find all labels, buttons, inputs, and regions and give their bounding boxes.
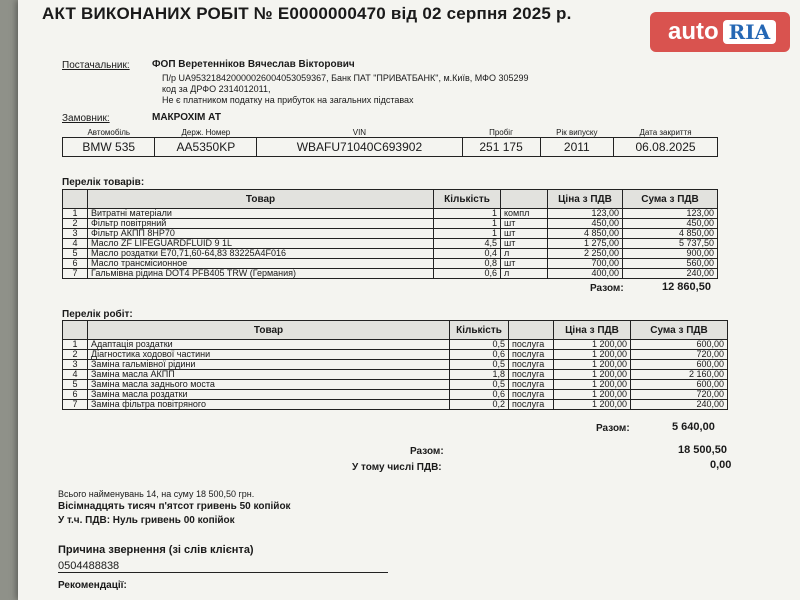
works-item-name-cell: Заміна фільтра повітряного (88, 400, 450, 410)
goods-heading: Перелік товарів: (62, 177, 145, 188)
goods-price-cell: 2 250,00 (548, 249, 623, 259)
works-table (62, 320, 728, 410)
works-qty-cell: 0,5 (450, 340, 509, 350)
works-qty-cell: 0,6 (450, 350, 509, 360)
goods-table (62, 189, 718, 279)
goods-num-cell: 1 (63, 209, 88, 219)
works-col-item: Товар (88, 321, 450, 340)
mileage-header: Пробіг (489, 128, 514, 137)
works-header-row (63, 321, 728, 340)
works-total-label: Разом: (596, 423, 630, 434)
works-col-qty: Кількість (450, 321, 509, 340)
vat-label: У тому числі ПДВ: (352, 462, 442, 473)
car-mileage: 251 175 (462, 138, 540, 157)
goods-num-cell: 3 (63, 229, 88, 239)
works-row (63, 350, 728, 360)
works-num-cell: 5 (63, 380, 88, 390)
goods-item-name-cell: Масло трансмісионное (88, 259, 434, 269)
reason-value: 0504488838 (58, 560, 388, 573)
works-sum-cell: 600,00 (631, 380, 728, 390)
supplier-tax-note: Не є платником податку на прибуток на загальних підставах (162, 95, 414, 105)
supplier-label: Постачальник: (62, 60, 130, 71)
goods-row (63, 239, 718, 249)
goods-header-row (63, 190, 718, 209)
goods-unit-cell: шт (501, 219, 548, 229)
recommendations-label: Рекомендації: (58, 580, 127, 591)
car-close-date: 06.08.2025 (614, 138, 718, 157)
goods-col-num (63, 190, 88, 209)
goods-sum-cell: 450,00 (623, 219, 718, 229)
works-num-cell: 4 (63, 370, 88, 380)
logo-text-ria: RIA (723, 20, 777, 44)
goods-sum-cell: 123,00 (623, 209, 718, 219)
works-item-name-cell: Адаптація роздатки (88, 340, 450, 350)
works-num-cell: 1 (63, 340, 88, 350)
car-model: BMW 535 (63, 138, 155, 157)
works-unit-cell: послуга (509, 370, 554, 380)
goods-qty-cell: 1 (434, 219, 501, 229)
goods-row (63, 219, 718, 229)
year-header: Рік випуску (556, 128, 598, 137)
works-unit-cell: послуга (509, 350, 554, 360)
works-price-cell: 1 200,00 (554, 390, 631, 400)
summary-vat-words: У т.ч. ПДВ: Нуль гривень 00 копійок (58, 515, 235, 526)
works-qty-cell: 1,8 (450, 370, 509, 380)
works-item-name-cell: Заміна масла роздатки (88, 390, 450, 400)
goods-num-cell: 2 (63, 219, 88, 229)
goods-price-cell: 400,00 (548, 269, 623, 279)
works-row (63, 340, 728, 350)
goods-total-label: Разом: (590, 283, 624, 294)
works-qty-cell: 0,5 (450, 360, 509, 370)
works-unit-cell: послуга (509, 380, 554, 390)
car-header: Автомобіль (87, 128, 131, 137)
goods-price-cell: 700,00 (548, 259, 623, 269)
supplier-code: код за ДРФО 2314012011, (162, 84, 271, 94)
goods-qty-cell: 0,4 (434, 249, 501, 259)
goods-unit-cell: л (501, 249, 548, 259)
works-num-cell: 7 (63, 400, 88, 410)
works-num-cell: 3 (63, 360, 88, 370)
goods-unit-cell: л (501, 269, 548, 279)
works-sum-cell: 720,00 (631, 350, 728, 360)
close-date-header: Дата закриття (639, 128, 692, 137)
goods-sum-cell: 5 737,50 (623, 239, 718, 249)
works-col-price: Ціна з ПДВ (554, 321, 631, 340)
goods-unit-cell: шт (501, 239, 548, 249)
supplier-name: ФОП Веретенніков Вячеслав Вікторович (152, 59, 355, 70)
goods-row (63, 259, 718, 269)
goods-row (63, 269, 718, 279)
works-qty-cell: 0,6 (450, 390, 509, 400)
works-item-name-cell: Заміна гальмівної рідини (88, 360, 450, 370)
goods-col-sum: Сума з ПДВ (623, 190, 718, 209)
goods-price-cell: 1 275,00 (548, 239, 623, 249)
car-info-table (62, 128, 718, 157)
goods-unit-cell: шт (501, 229, 548, 239)
works-unit-cell: послуга (509, 390, 554, 400)
goods-col-price: Ціна з ПДВ (548, 190, 623, 209)
car-vin: WBAFU71040C693902 (257, 138, 462, 157)
works-unit-cell: послуга (509, 360, 554, 370)
goods-row (63, 229, 718, 239)
works-row (63, 400, 728, 410)
works-item-name-cell: Заміна масла заднього моста (88, 380, 450, 390)
works-sum-cell: 2 160,00 (631, 370, 728, 380)
goods-col-unit (501, 190, 548, 209)
works-sum-cell: 600,00 (631, 340, 728, 350)
car-plate: AA5350KP (155, 138, 257, 157)
works-sum-cell: 600,00 (631, 360, 728, 370)
works-row (63, 390, 728, 400)
goods-row (63, 209, 718, 219)
works-sum-cell: 720,00 (631, 390, 728, 400)
works-row (63, 360, 728, 370)
goods-qty-cell: 1 (434, 229, 501, 239)
car-info-row (63, 138, 718, 157)
works-item-name-cell: Діагностика ходової частини (88, 350, 450, 360)
goods-qty-cell: 4,5 (434, 239, 501, 249)
works-price-cell: 1 200,00 (554, 360, 631, 370)
works-price-cell: 1 200,00 (554, 340, 631, 350)
works-total-value: 5 640,00 (672, 421, 715, 433)
goods-unit-cell: компл (501, 209, 548, 219)
works-num-cell: 6 (63, 390, 88, 400)
works-heading: Перелік робіт: (62, 309, 133, 320)
logo-text-auto: auto (668, 18, 719, 45)
works-sum-cell: 240,00 (631, 400, 728, 410)
goods-num-cell: 7 (63, 269, 88, 279)
works-col-unit (509, 321, 554, 340)
vat-value: 0,00 (710, 459, 732, 471)
works-price-cell: 1 200,00 (554, 380, 631, 390)
works-col-sum: Сума з ПДВ (631, 321, 728, 340)
supplier-account: П/р UA953218420000026004053059367, Банк ПАТ "ПРИВАТБАНК", м.Київ, МФО 305299 (162, 73, 529, 83)
goods-item-name-cell: Витратні матеріали (88, 209, 434, 219)
goods-row (63, 249, 718, 259)
works-qty-cell: 0,5 (450, 380, 509, 390)
works-qty-cell: 0,2 (450, 400, 509, 410)
goods-sum-cell: 240,00 (623, 269, 718, 279)
goods-sum-cell: 4 850,00 (623, 229, 718, 239)
grand-total-value: 18 500,50 (678, 444, 727, 456)
goods-price-cell: 4 850,00 (548, 229, 623, 239)
goods-item-name-cell: Фільтр повітряний (88, 219, 434, 229)
goods-qty-cell: 0,6 (434, 269, 501, 279)
autoria-logo (650, 12, 790, 52)
works-price-cell: 1 200,00 (554, 370, 631, 380)
works-num-cell: 2 (63, 350, 88, 360)
goods-qty-cell: 1 (434, 209, 501, 219)
works-unit-cell: послуга (509, 400, 554, 410)
works-unit-cell: послуга (509, 340, 554, 350)
customer-name: МАКРОХІМ АТ (152, 112, 221, 123)
goods-qty-cell: 0,8 (434, 259, 501, 269)
works-price-cell: 1 200,00 (554, 350, 631, 360)
vin-header: VIN (352, 128, 367, 137)
goods-sum-cell: 900,00 (623, 249, 718, 259)
goods-num-cell: 4 (63, 239, 88, 249)
goods-item-name-cell: Масло роздатки E70,71,60-64,83 83225A4F016 (88, 249, 434, 259)
goods-item-name-cell: Масло ZF LIFEGUARDFLUID 9 1L (88, 239, 434, 249)
car-info-header (63, 128, 718, 138)
goods-price-cell: 450,00 (548, 219, 623, 229)
goods-num-cell: 6 (63, 259, 88, 269)
car-year: 2011 (540, 138, 613, 157)
goods-num-cell: 5 (63, 249, 88, 259)
goods-col-qty: Кількість (434, 190, 501, 209)
reason-label: Причина звернення (зі слів клієнта) (58, 544, 254, 556)
works-item-name-cell: Заміна масла АКПП (88, 370, 450, 380)
works-row (63, 380, 728, 390)
goods-col-item: Товар (88, 190, 434, 209)
document-title: АКТ ВИКОНАНИХ РОБІТ № Е0000000470 від 02 серпня 2025 р. (42, 4, 572, 23)
summary-amount-words: Вісімнадцять тисяч п'ятсот гривень 50 копійок (58, 501, 291, 512)
goods-sum-cell: 560,00 (623, 259, 718, 269)
works-col-num (63, 321, 88, 340)
goods-total-value: 12 860,50 (662, 281, 711, 293)
summary-count: Всього найменувань 14, на суму 18 500,50 грн. (58, 489, 255, 499)
goods-item-name-cell: Фільтр АКПП 8HP70 (88, 229, 434, 239)
grand-total-label: Разом: (410, 446, 444, 457)
goods-unit-cell: шт (501, 259, 548, 269)
works-row (63, 370, 728, 380)
goods-price-cell: 123,00 (548, 209, 623, 219)
goods-item-name-cell: Гальмівна рідина DOT4 PFB405 TRW (Германия) (88, 269, 434, 279)
works-price-cell: 1 200,00 (554, 400, 631, 410)
plate-header: Держ. Номер (181, 128, 231, 137)
customer-label: Замовник: (62, 113, 110, 124)
